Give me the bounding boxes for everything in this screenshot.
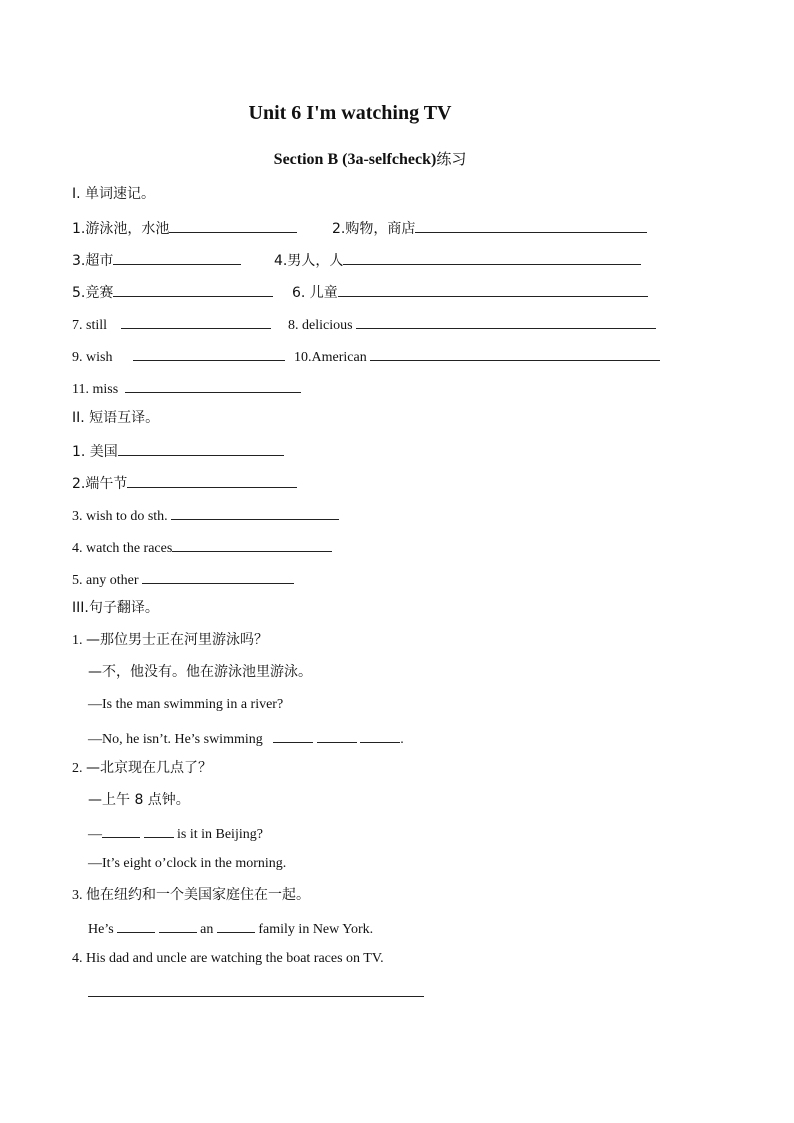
phrase-item-4 [72,536,332,559]
vocab-item-10 [294,345,660,368]
sentence-suffix: is it in Beijing? [173,827,263,842]
vocab-prompt-5: 5.竞赛 [72,285,114,301]
vocab-prompt-6: 6. 儿童 [292,285,338,301]
sentence-prefix: — [88,827,102,842]
vocab-prompt-8: 8. delicious [288,318,353,333]
vocab-prompt-10: 10.American [294,350,367,365]
section-2-heading: II. 短语互译。 [72,410,160,426]
answer-blank[interactable] [360,727,400,743]
question-number: 1. [72,633,86,648]
vocab-prompt-9: 9. wish [72,350,113,365]
answer-blank[interactable] [127,472,297,488]
page-title: Unit 6 I'm watching TV [248,102,452,124]
question-text: —那位男士正在河里游泳吗？ [86,632,268,648]
vocab-prompt-1: 1.游泳池，水池 [72,221,170,237]
answer-blank[interactable] [273,727,313,743]
answer-blank[interactable] [117,917,155,933]
translation-q3-english [88,917,373,940]
vocab-item-8 [288,313,656,336]
section-1-heading: I. 单词速记。 [72,186,156,202]
sentence-text: —No, he isn’t. He’s swimming [88,732,263,747]
vocab-item-9 [72,345,285,368]
answer-blank[interactable] [551,217,647,233]
phrase-item-2 [72,472,297,494]
vocab-prompt-2: 2.购物，商店 [332,221,416,237]
vocab-item-11 [72,377,301,400]
answer-blank[interactable] [370,345,660,361]
vocab-item-6 [292,281,648,303]
sentence-part-b: an [196,922,217,937]
vocab-item-2 [332,217,647,239]
vocab-prompt-7: 7. still [72,318,108,333]
phrase-prompt-3: 3. wish to do sth. [72,509,168,524]
answer-blank[interactable] [171,504,339,520]
answer-blank[interactable] [338,281,648,297]
phrase-prompt-2: 2.端午节 [72,476,128,492]
vocab-item-4 [274,249,641,271]
question-text: 他在纽约和一个美国家庭住在一起。 [86,887,310,903]
question-text: —北京现在几点了？ [86,760,212,776]
translation-q3-chinese [72,885,310,906]
translation-q1-english-1: —Is the man swimming in a river? [88,697,284,712]
answer-blank[interactable] [102,822,140,838]
phrase-prompt-4: 4. watch the races [72,541,173,556]
sentence-part-c: family in New York. [254,922,374,937]
answer-blank[interactable] [113,249,241,265]
question-number: 3. [72,888,86,903]
answer-blank[interactable] [169,217,297,233]
answer-blank[interactable] [343,249,369,265]
answer-blank[interactable] [172,536,332,552]
answer-blank[interactable] [159,917,197,933]
answer-blank[interactable] [415,217,551,233]
answer-blank[interactable] [217,917,255,933]
translation-q1-english-2: —No, he isn’t. He’s swimming . [88,727,404,750]
section-3-heading: III.句子翻译。 [72,600,159,616]
answer-blank[interactable] [529,249,641,265]
answer-blank[interactable] [142,568,294,584]
subtitle-chinese: 练习 [436,150,467,168]
answer-blank[interactable] [133,345,285,361]
translation-q1-chinese-2: —不，他没有。他在游泳池里游泳。 [88,664,312,680]
sentence-part-a: He’s [88,922,118,937]
answer-blank[interactable] [113,281,273,297]
vocab-prompt-3: 3.超市 [72,253,114,269]
phrase-item-1 [72,440,284,462]
phrase-prompt-5: 5. any other [72,573,139,588]
answer-blank[interactable] [317,727,357,743]
phrase-prompt-1: 1. 美国 [72,444,118,460]
answer-blank[interactable] [285,377,301,393]
translation-q2-chinese-1 [72,758,212,779]
translation-q2-english-1 [88,822,263,845]
answer-blank[interactable] [118,440,284,456]
vocab-item-5 [72,281,273,303]
question-number: 2. [72,761,86,776]
phrase-item-5 [72,568,294,591]
vocab-item-1 [72,217,297,239]
translation-q2-english-2: —It’s eight o’clock in the morning. [88,856,287,871]
subtitle-english: Section B (3a-selfcheck) [273,151,437,168]
translation-q2-chinese-2: —上午 8 点钟。 [88,792,190,808]
phrase-item-3 [72,504,339,527]
answer-blank[interactable] [356,313,656,329]
vocab-prompt-11: 11. miss [72,382,119,397]
answer-line[interactable] [88,996,424,997]
translation-q1-chinese-1 [72,630,268,651]
answer-blank[interactable] [144,822,174,838]
answer-blank[interactable] [121,313,271,329]
vocab-item-7 [72,313,271,336]
answer-blank[interactable] [125,377,285,393]
answer-blank[interactable] [369,249,529,265]
vocab-prompt-4: 4.男人，人 [274,253,344,269]
page-subtitle [0,148,740,169]
translation-q4-english: 4. His dad and uncle are watching the boat races on TV. [72,951,384,966]
vocab-item-3 [72,249,241,271]
